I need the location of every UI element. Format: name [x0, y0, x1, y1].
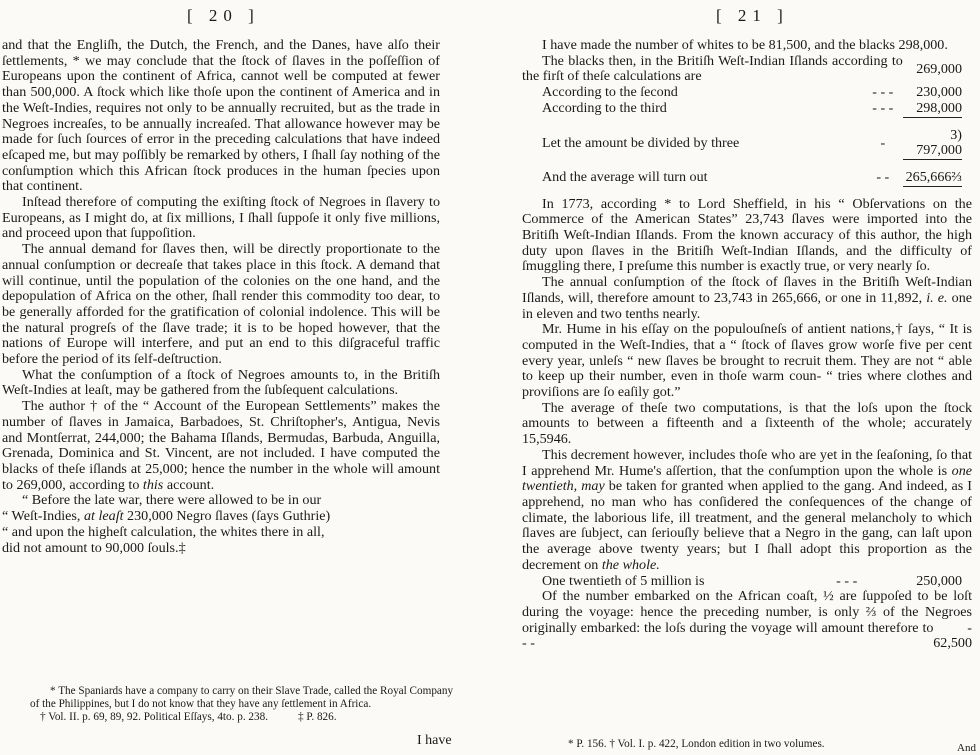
paragraph: [522, 275, 972, 322]
paragraph: [2, 399, 440, 493]
calc-dashes: - - -: [522, 619, 972, 652]
quote-text: “ Weſt-Indies,: [2, 508, 81, 525]
calc-value: 269,000: [916, 60, 962, 77]
italic-phrase: the whole.: [601, 556, 660, 573]
calc-value: 62,500: [933, 635, 972, 652]
left-page: [0, 0, 470, 755]
calc-value: 298,000: [903, 101, 962, 117]
paragraph: and that the Engliſh, the Dutch, the French, and the Danes, have alſo their ſettlements, * we may conclude that the ſtock of ſlaves in the poſſeſſion of Europeans upon the continent of Africa, cannot well be computed at fewer than 500,000. A ſtock which like thoſe upon the continent of America and in the Weſt-Indies, requires not only to be annually recruited, but as the trade in Negroes increaſes, to be annually increaſed. That allowance however may be made for ſuch ſources of error in the preceding calculations that have indeed eſcaped me, but may poſſibly be remarked by others, I ſhall ſay nothing of the conſumption which this African ſtock produces in the human ſpecies upon that continent.: [2, 37, 440, 195]
paragraph-text: one in eleven and two tenths nearly.: [522, 289, 973, 322]
right-page: [522, 0, 980, 755]
paragraph-tail: account.: [163, 476, 215, 493]
paragraph-text: The annual conſumption of the ſtock of ſlaves in the Britiſh Weſt-Indian Iſlands, will, therefore amount to 23,743 in 265,666, or one in 11,892,: [522, 274, 972, 306]
paragraph: The average of theſe two computations, is that the loſs upon the ſtock amounts to between a fifteenth and a ſixteenth of the whole; accurately 15,5946.: [522, 399, 972, 448]
footnotes: [30, 685, 460, 725]
quote-line: did not amount to 90,000 ſouls.‡: [2, 539, 186, 556]
footnote-text: † Vol. II. p. 69, 89, 92. Political Eſſays, 4to. p. 238.: [40, 711, 268, 724]
paragraph: In 1773, according * to Lord Sheffield, in his “ Obſervations on the Commerce of the American States” 23,743 ſlaves were imported into the Britiſh Weſt-Indian Iſlands. From the known accuracy of this author, the high duty upon ſlaves in the Britiſh Weſt-Indian Iſlands, and the difficulty of ſmuggling there, I preſume this number is exactly true, or very nearly ſo.: [522, 195, 972, 275]
paragraph-text: The author † of the “ Account of the European Settlements” makes the number of ſlaves in Jamaica, Barbadoes, St. Chriſtopher's, Antigua, Nevis and Montſerrat, 244,000; the Bahama Iſlands, Bermudas, Barbuda, Anguilla, Grenada, Dominica and St. Vincent, are not included. I have computed the blacks of theſe iſlands at 25,000; hence the number in the whole will amount to 269,000, according to: [2, 398, 440, 493]
footnote: * The Spaniards have a company to carry on their Slave Trade, called the Royal Company of the Philippines, but I do not know that they have any ſettlement in Africa.: [30, 685, 454, 711]
calculation-table: [522, 54, 962, 197]
footnote: [30, 711, 460, 724]
calc-label: According to the ſecond: [542, 84, 678, 101]
italic-phrase: i. e.: [926, 289, 948, 306]
paragraph: Mr. Hume in his eſſay on the populouſneſs of antient nations,† ſays, “ It is computed in the Weſt-Indies, that a “ ſtock of ſlaves grow worſe five per cent every year, unleſs “ new ſlaves be brought to recruit them. They are not “ able to keep up their number, even in thoſe warm coun- “ tries where clothes and proviſions are ſo eaſily got.”: [522, 321, 972, 401]
italic-phrase: at leaſt: [83, 508, 124, 525]
calc-dashes: - - -: [872, 84, 894, 101]
page-number: [ 20 ]: [187, 6, 260, 25]
catchword: And: [957, 742, 976, 754]
page-number: [ 21 ]: [716, 6, 789, 25]
quote-line: “ Before the late war, there were allowed to be in our: [22, 492, 322, 509]
page-body: [2, 38, 440, 556]
calc-value: 230,000: [916, 84, 962, 101]
calc-label: According to the third: [542, 100, 667, 117]
calc-value: 265,666⅔: [903, 170, 962, 186]
page-body: [522, 38, 972, 652]
calculation-table: [522, 574, 962, 590]
calc-value: 3) 797,000: [903, 128, 962, 160]
paragraph: Inſtead therefore of computing the exiſting ſtock of Negroes in ſlavery to Europeans, as I might do, at ſix millions, I ſhall ſuppoſe it only five millions, and proceed upon that ſuppoſition.: [2, 194, 440, 242]
catchword: I have: [417, 733, 452, 748]
calc-dashes: - - -: [836, 572, 858, 589]
italic-word: this: [142, 476, 164, 493]
quote-line: [2, 509, 440, 525]
paragraph: [522, 589, 972, 652]
calc-dashes: - -: [876, 169, 890, 186]
footnote-text: ‡ P. 826.: [298, 711, 337, 724]
paragraph-text: This decrement however, includes thoſe who are yet in the ſeaſoning, ſo that I apprehend Mr. Hume's aſſertion, that the conſumption upon the whole is: [522, 446, 972, 479]
paragraph: What the conſumption of a ſtock of Negroes amounts to, in the Britiſh Weſt-Indies at leaſt, may be gathered from the ſubſequent calculations.: [2, 366, 440, 399]
calc-label: Let the amount be divided by three: [542, 134, 740, 151]
paragraph: I have made the number of whites to be 81,500, and the blacks 298,000.: [542, 37, 948, 53]
quote-text: 230,000 Negro ſlaves (ſays Guthrie): [123, 508, 331, 525]
quote-line: “ and upon the higheſt calculation, the whites there in all,: [2, 523, 325, 540]
calc-label: The blacks then, in the Britiſh Weſt-Indian Iſlands according to the firſt of theſe calculations are: [522, 52, 903, 85]
paragraph-text: Of the number embarked on the African coaſt, ½ are ſuppoſed to be loſt during the voyage: hence the preceding number, is only ⅔ of the Negroes originally embarked: the loſs during the voyage will amount therefore to: [522, 588, 972, 636]
footnotes: [568, 738, 978, 751]
paragraph: [522, 448, 972, 574]
footnote: * P. 156. † Vol. I. p. 422, London edition in two volumes.: [568, 738, 825, 750]
calc-label: One twentieth of 5 million is: [542, 572, 705, 589]
paragraph: The annual demand for ſlaves then, will be directly proportionate to the annual conſumption or decreaſe that takes place in this ſtock. A demand that will continue, until the population of the colonies on the one hand, and the depopulation of Africa on the other, ſhall render this commodity too dear, to be generally afforded for the gratification of colonial indolence. This will be the natural progreſs of the ſlave trade; it is to be hoped however, that the nations of Europe will interfere, and put an end to this diſgraceful traffic before the period of its ſelf-deſtruction.: [2, 241, 440, 368]
italic-phrase: one twentieth, may: [522, 462, 972, 495]
calc-label: And the average will turn out: [542, 169, 708, 186]
calc-value: 250,000: [916, 572, 962, 589]
calc-dashes: - - -: [872, 100, 894, 117]
paragraph-text: be taken for granted when applied to the gang. And indeed, as I apprehend, no man who has conſidered the conſequences of the change of climate, the laborious life, ill treatment, and the general melancholy to which ſlaves are ſubject, can ſeriouſly believe that a Negro in the gang, can laſt upon the average above twenty years; but I ſhall adopt this proportion as the decrement on: [522, 478, 973, 573]
calc-dashes: -: [880, 134, 886, 151]
